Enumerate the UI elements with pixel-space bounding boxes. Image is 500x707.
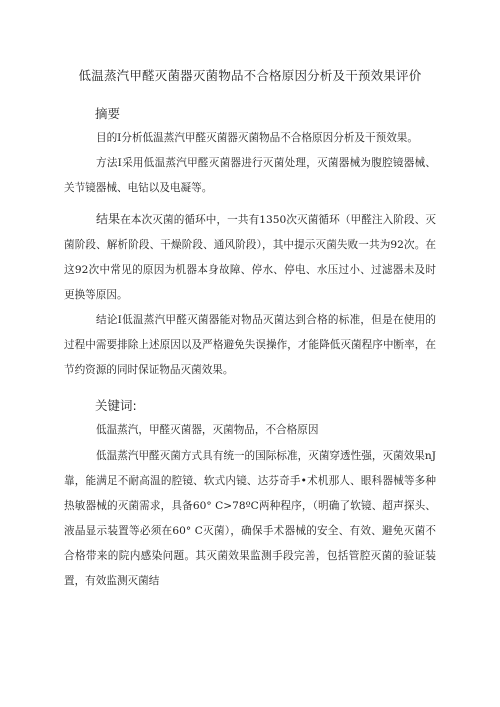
abstract-result: [64, 207, 436, 308]
result-text: 在本次灭菌的循环中，一共有1350次灭菌循环（甲醛注入阶段、灭菌阶段、解析阶段、干燥阶段、通风阶段），其中提示灭菌失败一共为92次。在这92次中常见的原因为机器本身故障、停水、停电、水压过小、过滤器未及时更换等原因。: [64, 214, 436, 301]
document-title: 低温蒸汽甲醛灭菌器灭菌物品不合格原因分析及干预效果评价: [78, 68, 422, 83]
abstract-objective: 目的I分析低温蒸汽甲醛灭菌器灭菌物品不合格原因分析及干预效果。: [96, 132, 418, 144]
body-paragraph: 低温蒸汽甲醛灭菌方式具有统一的国际标准，灭菌穿透性强，灭菌效果nJ靠，能满足不耐高温的腔镜、软式内镜、达芬奇手•术机那人、眼科器械等多种热敏器械的灭菌需求，具备60° C>78ºC两种程序，（明确了软镜、超声探头、液晶显示装置等必须在60° C灭菌），确保手术器械的安全、有效、避免灭菌不合格带来的院内感染问题。其灭菌效果监测手段完善，包括管腔灭菌的验证装置，有效监测灭菌结: [64, 450, 436, 587]
abstract-conclusion: 结论I低温蒸汽甲醛灭菌器能对物品灭菌达到合格的标准，但是在使用的过程中需要排除上述原因以及严格避免失误操作，才能降低灭菌程序中断率，在节约资源的同时保证物品灭菌效果。: [64, 314, 436, 376]
keywords-list: 低温蒸汽，甲醛灭菌器，灭菌物品，不合格原因: [96, 424, 319, 436]
abstract-method: 方法I采用低温蒸汽甲醛灭菌器进行灭菌处理，灭菌器械为腹腔镜器械、关节镜器械、电钻以及电凝等。: [64, 157, 436, 194]
result-label: 结果: [96, 212, 121, 226]
abstract-heading: 摘要: [95, 106, 121, 121]
keywords-heading: 关键词:: [95, 398, 137, 413]
